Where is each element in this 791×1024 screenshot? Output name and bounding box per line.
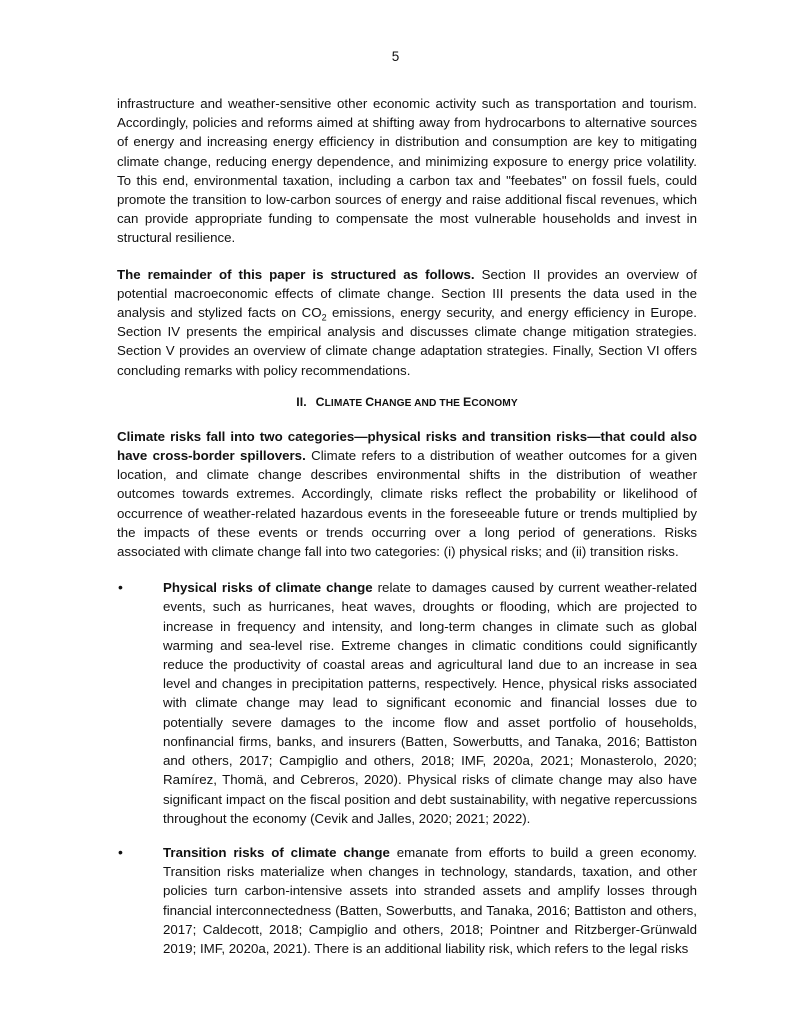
bullet-body: relate to damages caused by current weather-related events, such as hurricanes, heat waves, droughts or flooding, which are projected to increase in frequency and intensity, and long-term changes in climate such as global warming and sea-level rise. Extreme changes in climatic conditions could significantly reduce the productivity of coastal areas and agricultural land due to an increase in sea level and changes in precipitation patterns, respectively. Hence, physical risks associated with climate change may lead to significant economic and financial losses due to potentially severe damages to the income flow and asset portfolio of households, nonfinancial firms, banks, and insurers (Batten, Sowerbutts, and Tanaka, 2016; Battiston and others, 2017; Campiglio and others, 2018; IMF, 2020a, 2021; Monasterolo, 2020; Ramírez, Thomä, and Cebreros, 2020). Physical risks of climate change may also have significant impact on the fiscal position and debt sustainability, with negative repercussions throughout the economy (Cevik and Jalles, 2020; 2021; 2022).	[163, 580, 697, 826]
bullet-lead: Transition risks of climate change	[163, 844, 390, 860]
bullet-dot-icon: •	[118, 579, 123, 596]
bullet-text	[163, 843, 697, 958]
risks-paragraph-text: Climate refers to a distribution of weather outcomes for a given location, and climate change describes environmental shifts in the distribution of weather outcomes towards extremes. Accordingly, climate risks reflect the probability or likelihood of occurrence of weather-related hazardous events in the foreseeable future or trends multiplied by the impacts of these events or trends occurring over a long period of generations. Risks associated with climate change fall into two categories: (i) physical risks; and (ii) transition risks.	[117, 448, 698, 560]
heading-conomy: CONOMY	[471, 397, 518, 409]
bullet-lead: Physical risks of climate change	[163, 580, 373, 596]
structure-paragraph-text: Section II provides an overview of potential macroeconomic effects of climate change. Section III presents the data used in the analysis and stylized facts on CO	[117, 266, 697, 321]
risk-bullet-list	[117, 578, 697, 958]
co2-subscript: 2	[321, 312, 327, 323]
heading-limate: LIMATE	[324, 397, 366, 409]
bullet-transition-risks	[117, 843, 697, 958]
heading-cap-c2: C	[365, 394, 375, 409]
paragraph-spacer	[117, 248, 697, 265]
section-number: II.	[296, 394, 307, 409]
section-heading	[117, 394, 697, 412]
intro-paragraph: infrastructure and weather-sensitive other economic activity such as transportation and tourism. Accordingly, policies and reforms aimed at shifting away from hydrocarbons to alternative sources of energy and increasing energy efficiency in distribution and consumption are key to mitigating climate change, reducing energy dependence, and minimizing exposure to energy price volatility. To this end, environmental taxation, including a carbon tax and "feebates" on fossil fuels, could promote the transition to low-carbon sources of energy and raise additional fiscal revenues, which can provide appropriate funding to compensate the most vulnerable households and invest in structural resilience.	[117, 96, 697, 246]
heading-cap-e: E	[463, 394, 472, 409]
risks-paragraph	[117, 427, 697, 561]
risks-paragraph-lead: Climate risks fall into two categories—physical risks and transition risks—that could also have cross-border spillovers.	[117, 428, 697, 464]
structure-paragraph	[117, 265, 697, 380]
structure-paragraph-text-end: emissions, energy security, and energy efficiency in Europe. Section IV presents the empirical analysis and discusses climate change mitigation strategies. Section V provides an overview of climate change adaptation strategies. Finally, Section VI offers concluding remarks with policy recommendations.	[117, 305, 697, 378]
heading-cap-c: C	[315, 394, 325, 409]
bullet-text	[163, 578, 697, 828]
heading-hange: HANGE AND THE	[374, 397, 463, 409]
structure-paragraph-lead: The remainder of this paper is structured as follows.	[117, 266, 475, 282]
page-content	[117, 94, 697, 958]
page-number: 5	[391, 49, 400, 64]
bullet-body: emanate from efforts to build a green economy. Transition risks materialize when changes in technology, standards, taxation, and other policies turn carbon-intensive assets into stranded assets and amplify losses through financial interconnectedness (Batten, Sowerbutts, and Tanaka, 2016; Battiston and others, 2017; Caldecott, 2018; Campiglio and others, 2018; Pointner and Ritzberger-Grünwald 2019; IMF, 2020a, 2021). There is an additional liability risk, which refers to the legal risks	[163, 844, 698, 956]
paragraph-spacer	[117, 561, 697, 578]
bullet-physical-risks	[117, 578, 697, 828]
bullet-dot-icon: •	[118, 843, 123, 860]
